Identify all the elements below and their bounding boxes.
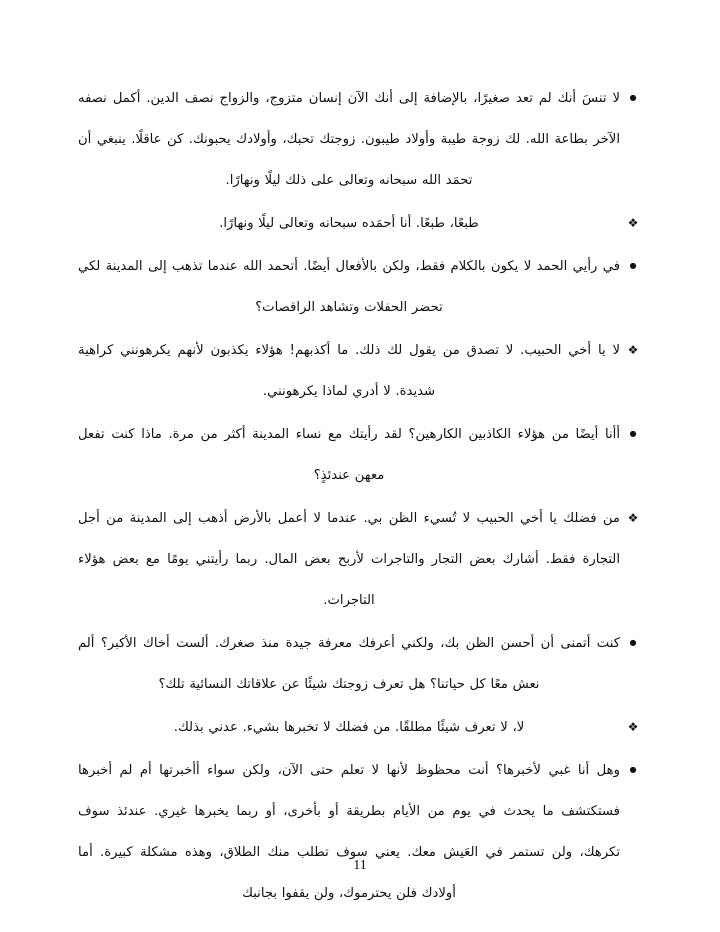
page-number: 11	[353, 858, 367, 873]
paragraph-9	[78, 750, 642, 914]
paragraph-5-text: أأنا أيضًا من هؤلاء الكاذبين الكارهين؟ لقد رأيتك مع نساء المدينة أكثر من مرة. ماذا كنت تفعل معهن عندئذٍ؟	[78, 427, 620, 483]
bullet-diamond-icon	[624, 498, 642, 540]
bullet-diamond-icon	[624, 330, 642, 372]
paragraph-2-text: طبعًا، طبعًا. أنا أحمَده سبحانه وتعالى ليلًا ونهارًا.	[219, 216, 479, 231]
paragraph-9-text: وهل أنا غبي لأخبرها؟ أنت محظوظ لأنها لا تعلم حتى الآن، ولكن سواء أأخبرتها أم لم أخبرها فستكتشف ما يحدث في يوم من الأيام بطريقة أو بأخرى، أو ربما يخبرها غيري. عندئذ سوف تكرهك، ولن تستمر في العَيش معك. يعني سوف تطلب منك الطلاق، وهذه مشكلة كبيرة. أما أولادك فلن يحترموك، ولن يقفوا بجانبك	[78, 763, 620, 901]
paragraph-4	[78, 330, 642, 412]
paragraph-3	[78, 246, 642, 328]
bullet-dot-icon	[624, 623, 642, 664]
paragraph-5	[78, 414, 642, 496]
paragraph-6	[78, 498, 642, 621]
bullet-dot-icon	[624, 78, 642, 119]
paragraph-7	[78, 623, 642, 705]
bullet-dot-icon	[624, 750, 642, 791]
paragraph-8-text: لا، لا تعرف شيئًا مطلقًا. من فضلك لا تخبرها بشيء. عدني بذلك.	[173, 720, 525, 735]
bullet-dot-icon	[624, 414, 642, 455]
bullet-diamond-icon	[624, 203, 642, 245]
paragraph-8	[78, 707, 642, 748]
paragraph-4-text: لا يا أخي الحبيب. لا تصدق من يقول لك ذلك. ما أكذبهم! هؤلاء يكذبون لأنهم يكرهونني كراهية شديدة. لا أدري لماذا يكرهونني.	[78, 343, 620, 399]
paragraph-1	[78, 78, 642, 201]
paragraph-2	[78, 203, 642, 244]
paragraph-3-text: في رأيي الحمد لا يكون بالكلام فقط، ولكن بالأفعال أيضًا. أتحمد الله عندما تذهب إلى المدينة لكي تحضر الحفلات وتشاهد الراقصات؟	[78, 259, 620, 315]
paragraph-7-text: كنت أتمنى أن أحسن الظن بك، ولكني أعرفك معرفة جيدة منذ صغرك. ألست أخاك الأكبر؟ ألم نعش معًا كل حياتنا؟ هل تعرف زوجتك شيئًا عن علاقاتك النسائية تلك؟	[78, 636, 620, 692]
paragraph-1-text: لا تنسَ أنك لم تعد صغيرًا، بالإضافة إلى أنك الآن إنسان متزوج، والزواج نصف الدين. أكمل نصفه الآخر بطاعة الله. لك زوجة طيبة وأولاد طيبون. زوجتك تحبك، وأولادك يحبونك. كن عاقلًا. ينبغي أن تحمَد الله سبحانه وتعالى على ذلك ليلًا ونهارًا.	[78, 91, 620, 188]
page-content	[78, 78, 642, 916]
bullet-diamond-icon	[624, 707, 642, 749]
bullet-dot-icon	[624, 246, 642, 287]
paragraph-6-text: من فضلك يا أخي الحبيب لا تُسيء الظن بي. عندما لا أعمل بالأرض أذهب إلى المدينة من أجل التجارة فقط. أشارك بعض التجار والتاجرات لأربح بعض المال. ربما رأيتني يومًا مع بعض هؤلاء التاجرات.	[78, 511, 620, 608]
